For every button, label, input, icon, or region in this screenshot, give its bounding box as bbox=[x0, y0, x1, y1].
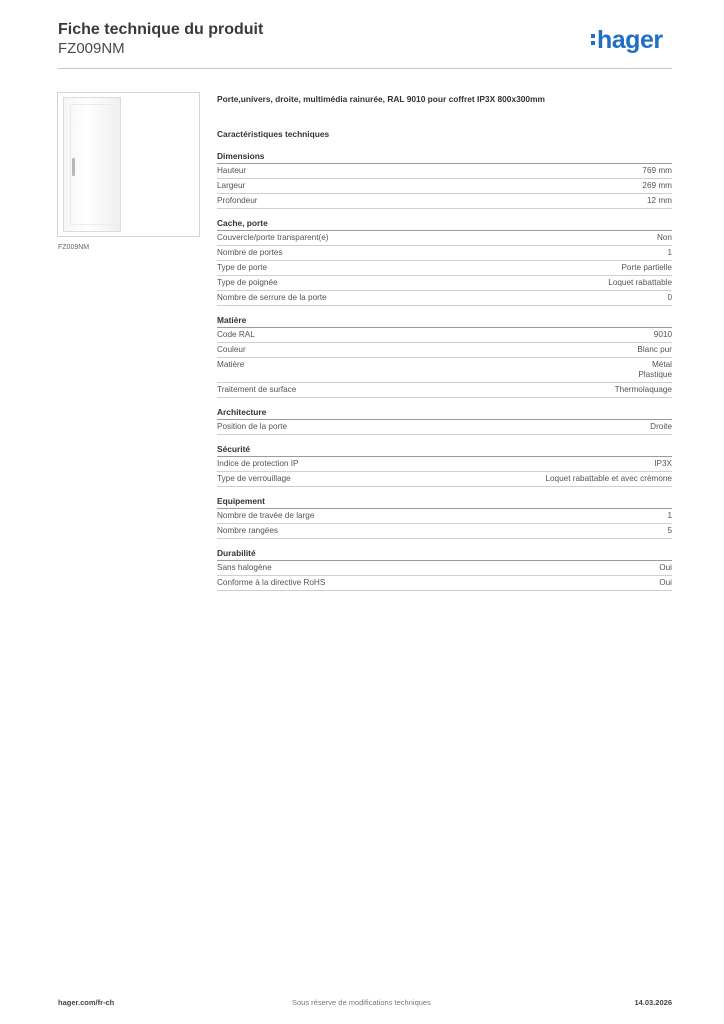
door-illustration-icon bbox=[63, 97, 121, 232]
spec-value: Droite bbox=[650, 422, 672, 431]
spec-label: Position de la porte bbox=[217, 422, 288, 431]
spec-row bbox=[217, 194, 672, 209]
spec-value: Métal Plastique bbox=[638, 360, 672, 379]
spec-label: Nombre de serrure de la porte bbox=[217, 293, 327, 302]
spec-heading: Caractéristiques techniques bbox=[217, 129, 330, 139]
logo-text: hager bbox=[597, 26, 663, 54]
spec-value: 9010 bbox=[653, 330, 672, 339]
spec-row bbox=[217, 383, 672, 398]
spec-value: IP3X bbox=[654, 459, 672, 468]
spec-label: Indice de protection IP bbox=[217, 459, 299, 468]
spec-value: Loquet rabattable bbox=[608, 278, 672, 287]
spec-row bbox=[217, 246, 672, 261]
hager-logo bbox=[591, 26, 663, 55]
section-title: Dimensions bbox=[217, 151, 672, 164]
spec-section bbox=[217, 151, 672, 209]
spec-label: Profondeur bbox=[217, 196, 258, 205]
spec-label: Nombre de portes bbox=[217, 248, 283, 257]
header-divider bbox=[58, 68, 672, 69]
page-title: Fiche technique du produit bbox=[58, 21, 264, 38]
spec-row bbox=[217, 561, 672, 576]
spec-label: Hauteur bbox=[217, 166, 247, 175]
spec-row bbox=[217, 457, 672, 472]
spec-label: Couleur bbox=[217, 345, 246, 354]
spec-row bbox=[217, 231, 672, 246]
spec-row bbox=[217, 343, 672, 358]
spec-label: Type de porte bbox=[217, 263, 268, 272]
spec-row bbox=[217, 328, 672, 343]
spec-row bbox=[217, 524, 672, 539]
spec-content bbox=[217, 94, 672, 600]
product-code: FZ009NM bbox=[58, 40, 125, 57]
spec-section bbox=[217, 407, 672, 435]
spec-row bbox=[217, 291, 672, 306]
section-title: Durabilité bbox=[217, 548, 672, 561]
spec-label: Code RAL bbox=[217, 330, 255, 339]
spec-row bbox=[217, 358, 672, 383]
spec-label: Sans halogène bbox=[217, 563, 272, 572]
product-image bbox=[57, 92, 200, 237]
spec-label: Type de verrouillage bbox=[217, 474, 291, 483]
spec-row bbox=[217, 509, 672, 524]
spec-section bbox=[217, 548, 672, 591]
spec-section bbox=[217, 218, 672, 306]
spec-section bbox=[217, 496, 672, 539]
spec-value: 0 bbox=[667, 293, 672, 302]
spec-sections bbox=[217, 151, 672, 591]
spec-value: Non bbox=[656, 233, 672, 242]
spec-value: Oui bbox=[659, 578, 672, 587]
spec-section bbox=[217, 444, 672, 487]
image-caption: FZ009NM bbox=[58, 244, 90, 251]
spec-value: 769 mm bbox=[642, 166, 672, 175]
spec-row bbox=[217, 164, 672, 179]
spec-label: Nombre de travée de large bbox=[217, 511, 315, 520]
section-title: Architecture bbox=[217, 407, 672, 420]
footer-notice: Sous réserve de modifications techniques bbox=[292, 998, 431, 1007]
spec-row bbox=[217, 261, 672, 276]
spec-row bbox=[217, 276, 672, 291]
spec-label: Traitement de surface bbox=[217, 385, 297, 394]
spec-value: Thermolaquage bbox=[614, 385, 672, 394]
spec-row bbox=[217, 472, 672, 487]
section-title: Matière bbox=[217, 315, 672, 328]
spec-label: Conforme à la directive RoHS bbox=[217, 578, 326, 587]
spec-value: Blanc pur bbox=[637, 345, 672, 354]
spec-value: Loquet rabattable et avec crémone bbox=[545, 474, 672, 483]
spec-row bbox=[217, 576, 672, 591]
spec-value: 5 bbox=[667, 526, 672, 535]
spec-label: Largeur bbox=[217, 181, 246, 190]
logo-mark-icon bbox=[591, 28, 596, 48]
product-description: Porte,univers, droite, multimédia rainurée, RAL 9010 pour coffret IP3X 800x300mm bbox=[217, 94, 545, 104]
spec-value: Porte partielle bbox=[621, 263, 672, 272]
spec-label: Matière bbox=[217, 360, 245, 369]
footer-website[interactable]: hager.com/fr-ch bbox=[58, 998, 115, 1007]
spec-value: 1 bbox=[667, 248, 672, 257]
door-handle-icon bbox=[72, 158, 75, 176]
section-title: Cache, porte bbox=[217, 218, 672, 231]
section-title: Sécurité bbox=[217, 444, 672, 457]
footer-date: 14.03.2026 bbox=[634, 998, 672, 1007]
spec-value: 12 mm bbox=[646, 196, 672, 205]
spec-row bbox=[217, 179, 672, 194]
spec-label: Type de poignée bbox=[217, 278, 278, 287]
spec-value: Oui bbox=[659, 563, 672, 572]
spec-section bbox=[217, 315, 672, 398]
spec-value: 1 bbox=[667, 511, 672, 520]
spec-label: Couvercle/porte transparent(e) bbox=[217, 233, 329, 242]
spec-row bbox=[217, 420, 672, 435]
spec-value: 269 mm bbox=[642, 181, 672, 190]
section-title: Equipement bbox=[217, 496, 672, 509]
spec-label: Nombre rangées bbox=[217, 526, 278, 535]
